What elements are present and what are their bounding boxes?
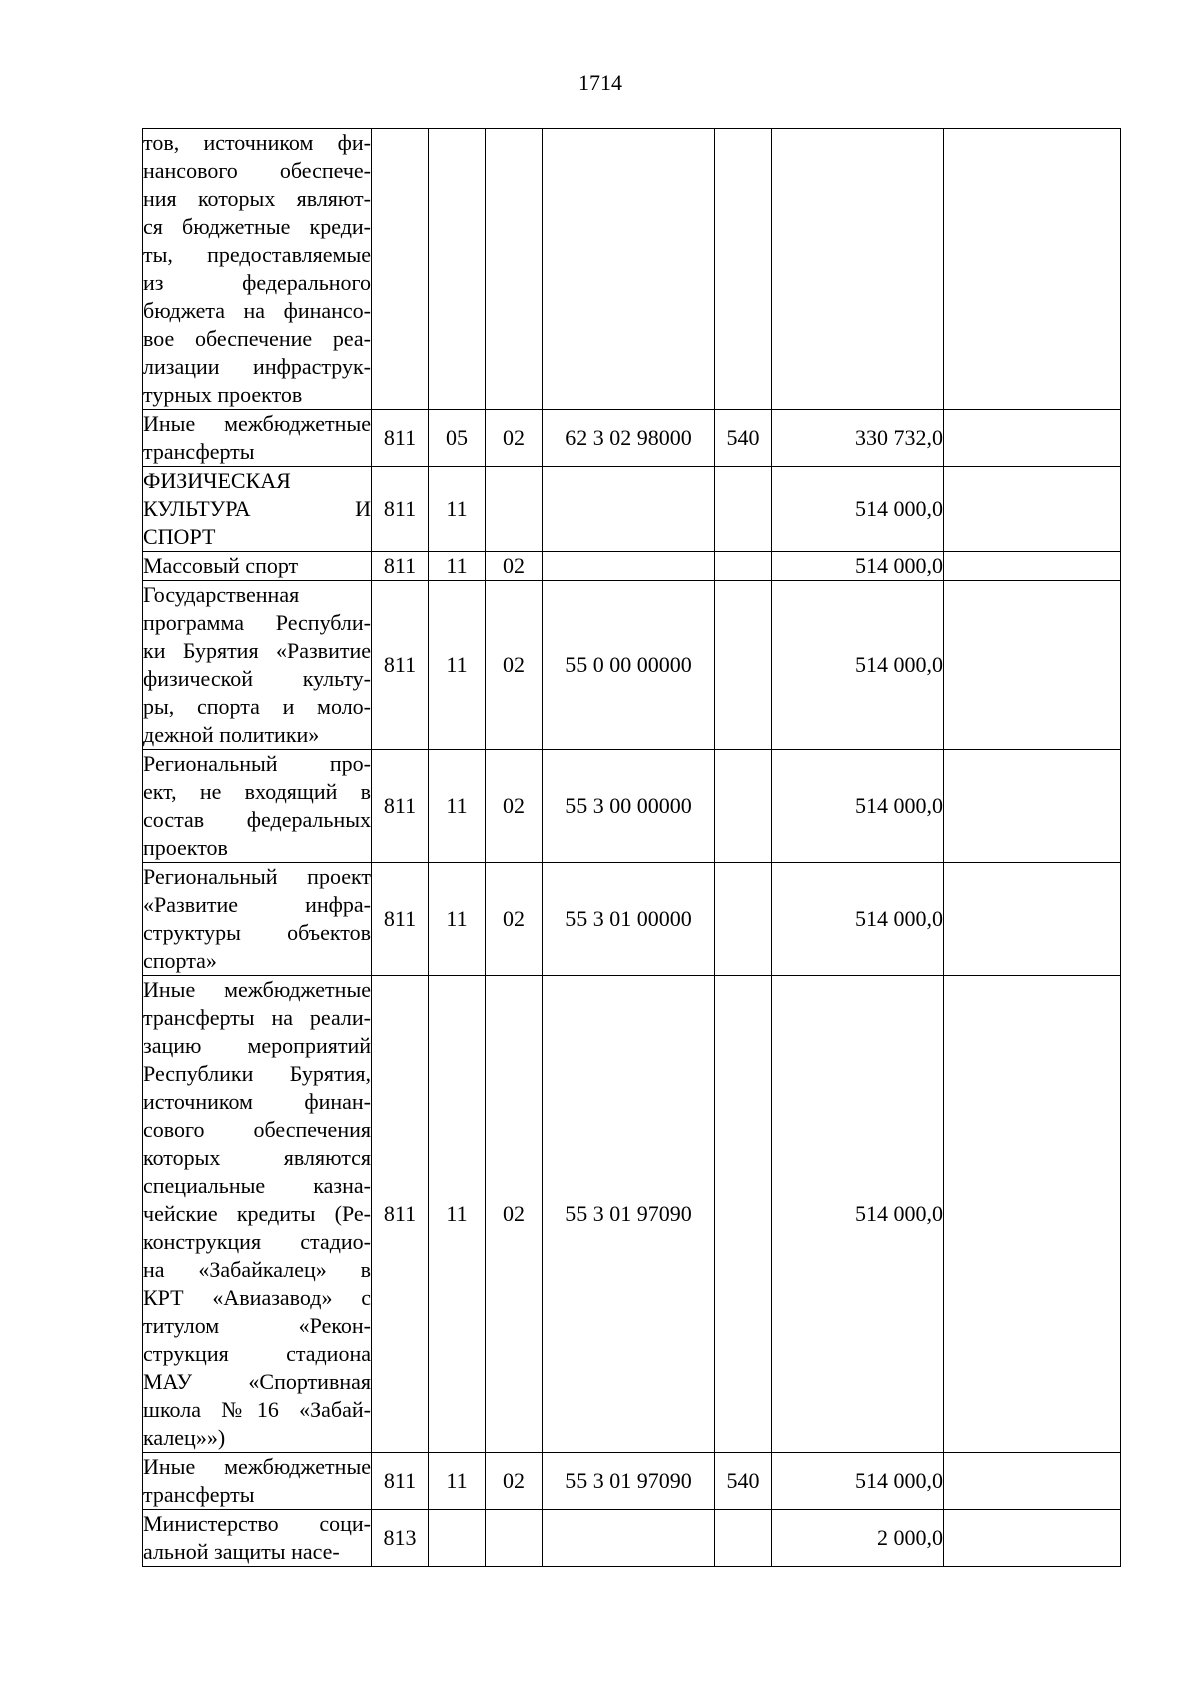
item-name-line: которых являются: [143, 1145, 371, 1170]
target-article-cell: 55 0 00 00000: [543, 581, 715, 750]
extra-cell: [944, 552, 1121, 581]
amount-cell: 330 732,0: [772, 410, 944, 467]
item-name-line: ки Бурятия «Развитие: [143, 638, 371, 663]
item-name-line: трансферты на реали-: [143, 1005, 371, 1030]
subsection-code-cell: [486, 129, 543, 410]
item-name-line: струкция стадиона: [143, 1341, 371, 1366]
item-name-line: структуры объектов: [143, 920, 371, 945]
extra-cell: [944, 129, 1121, 410]
item-name-line: Иные межбюджетные: [143, 977, 371, 1002]
table-row: [143, 552, 1121, 581]
amount-cell: 2 000,0: [772, 1510, 944, 1567]
expense-type-cell: 540: [715, 410, 772, 467]
item-name-cell: [143, 1453, 372, 1510]
item-name-line: КУЛЬТУРА И: [143, 496, 371, 521]
section-code-cell: 11: [429, 581, 486, 750]
ministry-code-cell: 811: [372, 581, 429, 750]
item-name-line: титулом «Рекон-: [143, 1313, 371, 1338]
target-article-cell: 55 3 01 97090: [543, 976, 715, 1453]
expense-type-cell: [715, 129, 772, 410]
expense-type-cell: [715, 1510, 772, 1567]
ministry-code-cell: [372, 129, 429, 410]
target-article-cell: 55 3 00 00000: [543, 750, 715, 863]
section-code-cell: 11: [429, 1453, 486, 1510]
item-name-line: программа Республи-: [143, 610, 371, 635]
item-name-line: сового обеспечения: [143, 1117, 371, 1142]
amount-cell: 514 000,0: [772, 976, 944, 1453]
expense-type-cell: [715, 750, 772, 863]
target-article-cell: [543, 1510, 715, 1567]
table-row: [143, 1453, 1121, 1510]
item-name-line: Региональный проект: [143, 864, 371, 889]
item-name-line: Государственная: [143, 582, 300, 607]
subsection-code-cell: [486, 467, 543, 552]
page-number: 1714: [578, 70, 622, 95]
section-code-cell: [429, 1510, 486, 1567]
item-name-line: ся бюджетные креди-: [143, 214, 371, 239]
item-name-line: трансферты: [143, 1482, 255, 1507]
subsection-code-cell: 02: [486, 410, 543, 467]
table-row: [143, 129, 1121, 410]
item-name-line: конструкция стадио-: [143, 1229, 371, 1254]
extra-cell: [944, 410, 1121, 467]
target-article-cell: [543, 129, 715, 410]
item-name-line: КРТ «Авиазавод» с: [143, 1285, 371, 1310]
item-name-line: физической культу-: [143, 666, 371, 691]
target-article-cell: 62 3 02 98000: [543, 410, 715, 467]
item-name-cell: [143, 581, 372, 750]
section-code-cell: 11: [429, 863, 486, 976]
item-name-cell: [143, 410, 372, 467]
ministry-code-cell: 811: [372, 863, 429, 976]
item-name-line: ект, не входящий в: [143, 779, 371, 804]
item-name-line: «Развитие инфра-: [143, 892, 371, 917]
item-name-line: калец»»): [143, 1425, 226, 1450]
section-code-cell: 11: [429, 552, 486, 581]
extra-cell: [944, 581, 1121, 750]
item-name-line: из федерального: [143, 270, 371, 295]
subsection-code-cell: 02: [486, 1453, 543, 1510]
extra-cell: [944, 750, 1121, 863]
table-row: [143, 410, 1121, 467]
amount-cell: 514 000,0: [772, 750, 944, 863]
target-article-cell: 55 3 01 97090: [543, 1453, 715, 1510]
item-name-line: зацию мероприятий: [143, 1033, 371, 1058]
item-name-line: Иные межбюджетные: [143, 1454, 371, 1479]
extra-cell: [944, 467, 1121, 552]
item-name-line: ФИЗИЧЕСКАЯ: [143, 468, 291, 493]
item-name-line: Министерство соци-: [143, 1511, 371, 1536]
ministry-code-cell: 813: [372, 1510, 429, 1567]
item-name-cell: [143, 750, 372, 863]
section-code-cell: 11: [429, 750, 486, 863]
item-name-line: Иные межбюджетные: [143, 411, 371, 436]
item-name-line: тов, источником фи-: [143, 130, 371, 155]
section-code-cell: 05: [429, 410, 486, 467]
item-name-line: лизации инфраструк-: [143, 354, 371, 379]
target-article-cell: 55 3 01 00000: [543, 863, 715, 976]
target-article-cell: [543, 552, 715, 581]
section-code-cell: [429, 129, 486, 410]
subsection-code-cell: 02: [486, 750, 543, 863]
amount-cell: 514 000,0: [772, 863, 944, 976]
item-name-line: состав федеральных: [143, 807, 371, 832]
amount-cell: 514 000,0: [772, 467, 944, 552]
item-name-line: проектов: [143, 835, 228, 860]
item-name-cell: [143, 129, 372, 410]
amount-cell: 514 000,0: [772, 552, 944, 581]
subsection-code-cell: 02: [486, 976, 543, 1453]
item-name-line: СПОРТ: [143, 524, 216, 549]
subsection-code-cell: 02: [486, 863, 543, 976]
item-name-line: Республики Бурятия,: [143, 1061, 371, 1086]
table-row: [143, 863, 1121, 976]
expense-type-cell: [715, 552, 772, 581]
item-name-line: Региональный про-: [143, 751, 371, 776]
item-name-cell: [143, 863, 372, 976]
item-name-line: бюджета на финансо-: [143, 298, 371, 323]
expense-type-cell: [715, 581, 772, 750]
ministry-code-cell: 811: [372, 410, 429, 467]
target-article-cell: [543, 467, 715, 552]
item-name-line: альной защиты насе-: [143, 1539, 340, 1564]
ministry-code-cell: 811: [372, 976, 429, 1453]
item-name-line: Массовый спорт: [143, 553, 299, 578]
extra-cell: [944, 976, 1121, 1453]
amount-cell: 514 000,0: [772, 581, 944, 750]
expense-type-cell: [715, 976, 772, 1453]
extra-cell: [944, 1453, 1121, 1510]
section-code-cell: 11: [429, 976, 486, 1453]
section-code-cell: 11: [429, 467, 486, 552]
item-name-line: специальные казна-: [143, 1173, 371, 1198]
item-name-line: турных проектов: [143, 382, 303, 407]
expense-type-cell: 540: [715, 1453, 772, 1510]
table-row: [143, 581, 1121, 750]
subsection-code-cell: 02: [486, 552, 543, 581]
item-name-line: источником финан-: [143, 1089, 371, 1114]
subsection-code-cell: 02: [486, 581, 543, 750]
amount-cell: [772, 129, 944, 410]
amount-cell: 514 000,0: [772, 1453, 944, 1510]
item-name-line: спорта»: [143, 948, 217, 973]
item-name-line: МАУ «Спортивная: [143, 1369, 371, 1394]
ministry-code-cell: 811: [372, 467, 429, 552]
budget-table: [142, 128, 1121, 1567]
item-name-cell: [143, 1510, 372, 1567]
extra-cell: [944, 1510, 1121, 1567]
item-name-cell: [143, 467, 372, 552]
ministry-code-cell: 811: [372, 552, 429, 581]
item-name-line: школа №16 «Забай-: [143, 1397, 371, 1422]
ministry-code-cell: 811: [372, 750, 429, 863]
item-name-line: дежной политики»: [143, 722, 320, 747]
extra-cell: [944, 863, 1121, 976]
item-name-line: нансового обеспече-: [143, 158, 371, 183]
item-name-line: ния которых являют-: [143, 186, 371, 211]
expense-type-cell: [715, 467, 772, 552]
item-name-line: трансферты: [143, 439, 255, 464]
expense-type-cell: [715, 863, 772, 976]
item-name-cell: [143, 976, 372, 1453]
item-name-line: ты, предоставляемые: [143, 242, 371, 267]
table-row: [143, 976, 1121, 1453]
item-name-line: чейские кредиты (Ре-: [143, 1201, 371, 1226]
table-row: [143, 467, 1121, 552]
item-name-line: на «Забайкалец» в: [143, 1257, 371, 1282]
ministry-code-cell: 811: [372, 1453, 429, 1510]
item-name-line: ры, спорта и моло-: [143, 694, 371, 719]
table-row: [143, 1510, 1121, 1567]
subsection-code-cell: [486, 1510, 543, 1567]
item-name-cell: [143, 552, 372, 581]
table-row: [143, 750, 1121, 863]
item-name-line: вое обеспечение реа-: [143, 326, 371, 351]
